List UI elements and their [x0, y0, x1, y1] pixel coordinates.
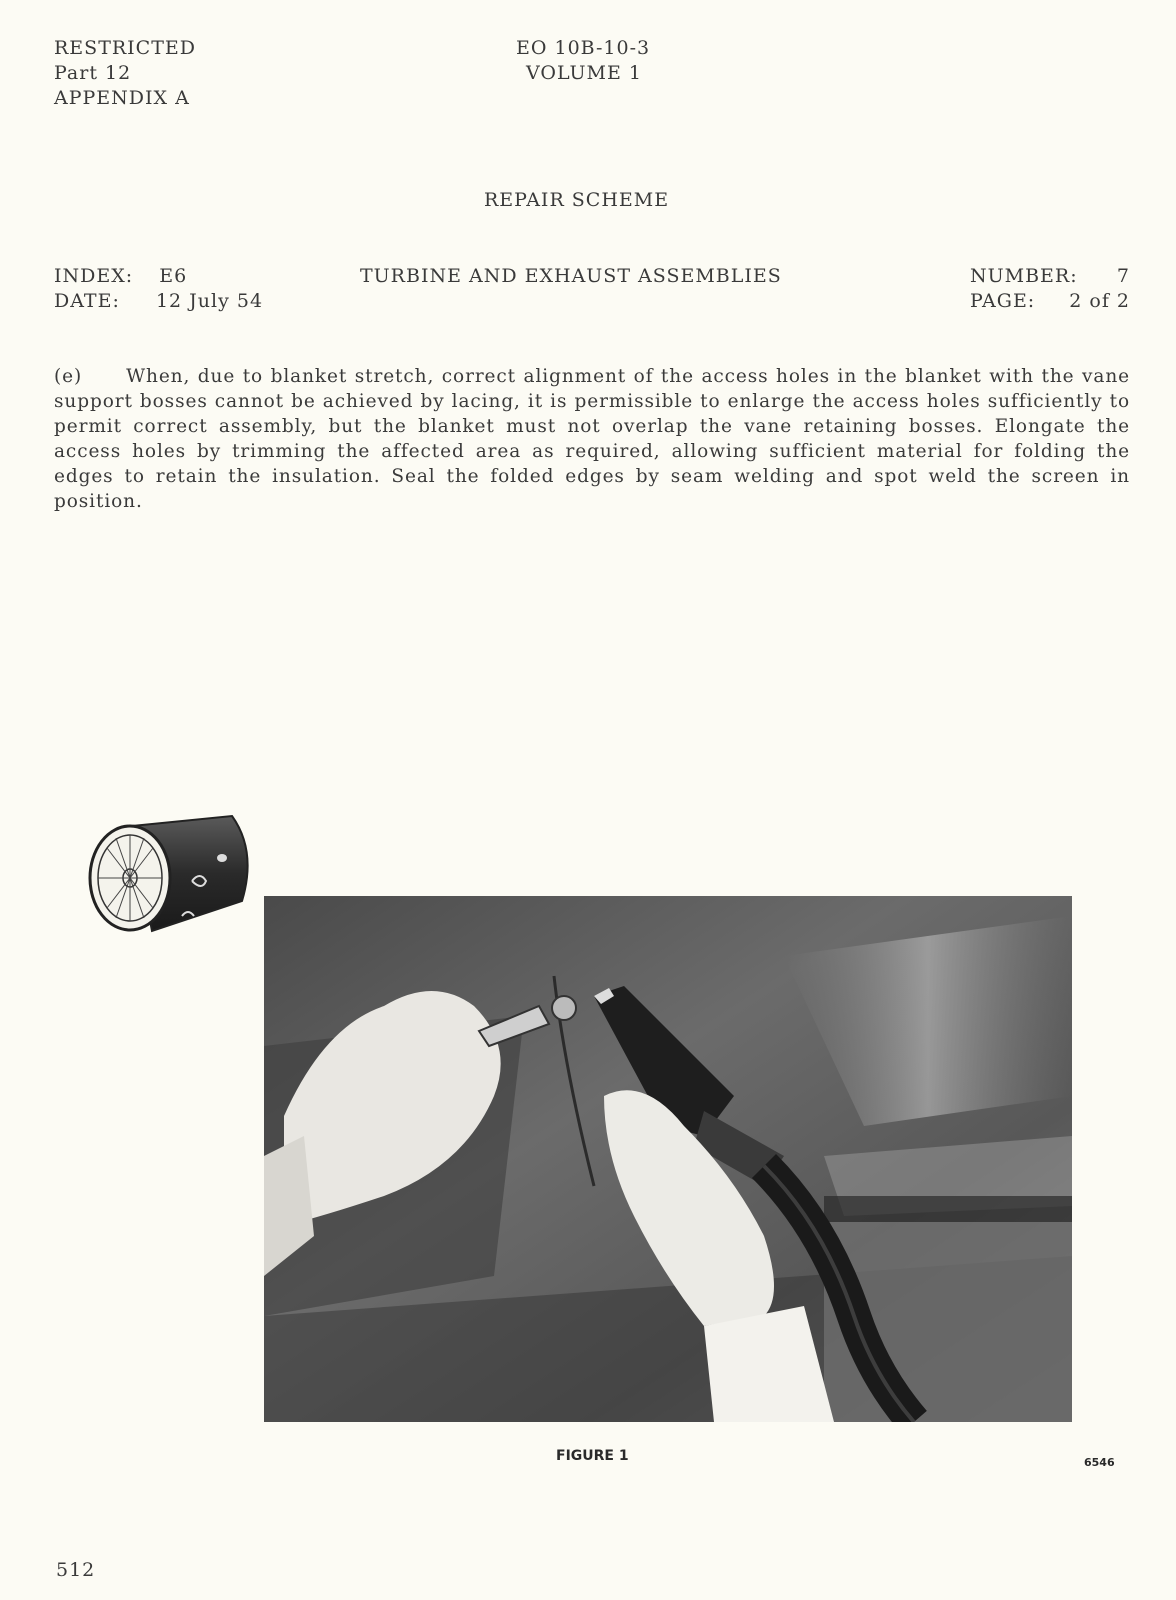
- date-label: DATE:: [54, 290, 120, 312]
- index-label: INDEX:: [54, 265, 134, 287]
- page-field: [970, 289, 1130, 314]
- eo-number: EO 10B-10-3: [516, 37, 651, 59]
- subject-title: TURBINE AND EXHAUST ASSEMBLIES: [360, 265, 782, 287]
- paragraph-marker: (e): [54, 366, 83, 387]
- header-center: [516, 36, 650, 86]
- page-number: 512: [56, 1559, 96, 1581]
- number-value: 7: [1116, 265, 1130, 287]
- page-value: 2 of 2: [1069, 290, 1130, 312]
- paragraph-e: [54, 364, 1130, 514]
- page-label: PAGE:: [970, 290, 1036, 312]
- figure-caption: FIGURE 1: [556, 1448, 629, 1464]
- page-title: REPAIR SCHEME: [484, 189, 670, 211]
- appendix-label: APPENDIX A: [54, 87, 190, 109]
- classification: RESTRICTED: [54, 37, 196, 59]
- welding-photograph: [264, 896, 1072, 1422]
- index-value: E6: [159, 265, 188, 287]
- index-field: [54, 264, 187, 289]
- paragraph-text: When, due to blanket stretch, correct alignment of the access holes in the blanket with the vane support bosses cannot be achieved by lacing, it is permissible to enlarge the access holes sufficiently to permit correct assembly, but the blanket must not overlap the vane retaining bosses. Elongate the access holes by trimming the affected area as required, allowing sufficient material for folding the edges to retain the insulation. Seal the folded edges by seam welding and spot weld the screen in position.: [54, 366, 1130, 512]
- date-field: [54, 289, 263, 314]
- number-label: NUMBER:: [970, 265, 1078, 287]
- header-left: [54, 36, 196, 111]
- number-field: [970, 264, 1130, 289]
- volume-label: VOLUME 1: [526, 62, 643, 84]
- exhaust-cone-sketch: [82, 806, 262, 946]
- part-label: Part 12: [54, 62, 132, 84]
- figure-code: 6546: [1084, 1456, 1115, 1469]
- date-value: 12 July 54: [155, 290, 264, 312]
